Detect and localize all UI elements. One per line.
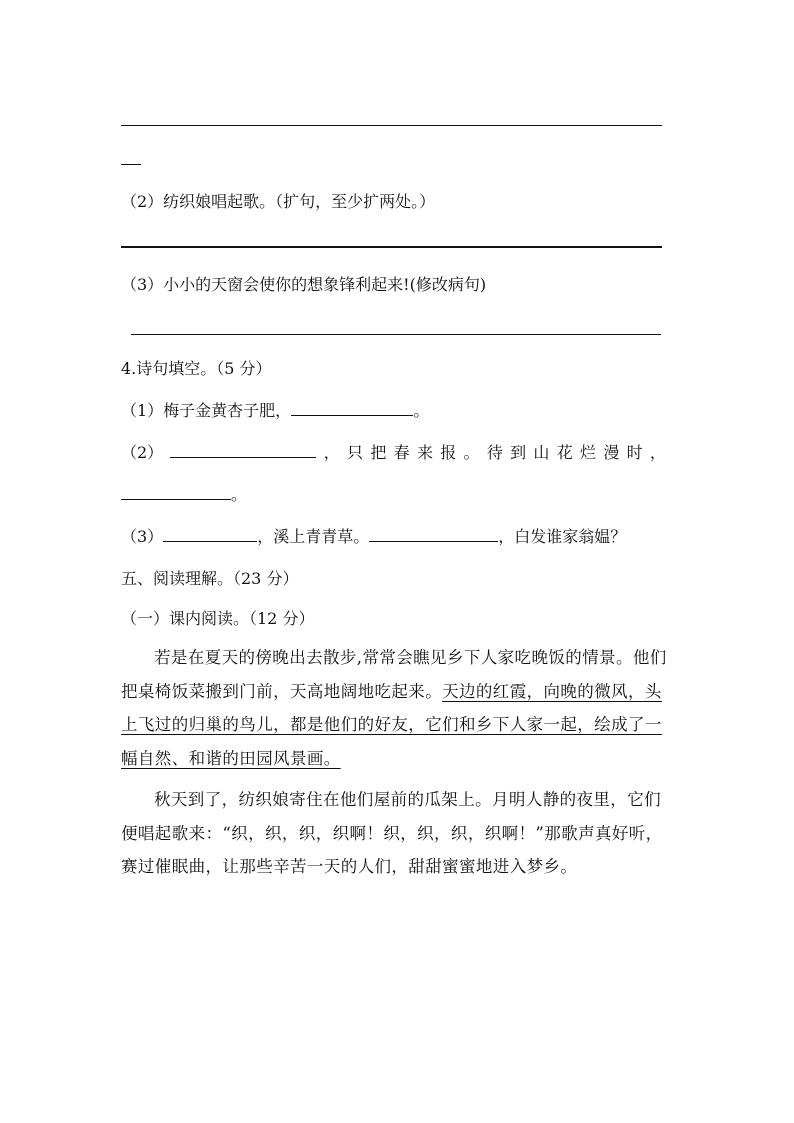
line-2-char: 只 bbox=[347, 443, 364, 462]
question-3-item-2: （2）纺织娘唱起歌。（扩句，至少扩两处。） bbox=[121, 192, 436, 211]
fill-blank[interactable] bbox=[121, 482, 231, 500]
line-2-char: ， bbox=[323, 443, 340, 462]
answer-line-continuation[interactable] bbox=[121, 164, 141, 165]
reading-passage bbox=[121, 641, 677, 884]
question-4-title: 4.诗句填空。（5 分） bbox=[121, 359, 272, 378]
fill-blank[interactable] bbox=[369, 524, 498, 542]
line-2-char: 来 bbox=[416, 443, 433, 462]
fill-blank[interactable] bbox=[291, 398, 413, 416]
line-3-mid: ，溪上青青草。 bbox=[257, 527, 370, 546]
line-2-prefix: （2） bbox=[121, 443, 164, 462]
line-2-char: 把 bbox=[370, 443, 387, 462]
passage-paragraph-2 bbox=[121, 783, 677, 884]
subsection-title: （一）课内阅读。（12 分） bbox=[121, 609, 315, 628]
underlined-sentence: 天边的红霞，向晚的微风，头上飞过的归巢的鸟儿，都是他们的好友，它们和乡下人家一起，绘成了一幅自然、和谐的田园风景画。 bbox=[121, 681, 662, 768]
line-2-char: 。 bbox=[463, 443, 480, 462]
line-2-char: 待 bbox=[486, 443, 503, 462]
question-3-item-3: （3）小小的天窗会使你的想象锋利起来!(修改病句) bbox=[121, 275, 487, 294]
line-2b-end: 。 bbox=[231, 485, 248, 504]
answer-line[interactable] bbox=[121, 246, 662, 248]
line-3-end: ，白发谁家翁媪？ bbox=[498, 527, 627, 546]
answer-line[interactable] bbox=[131, 334, 661, 335]
line-2-char: 烂 bbox=[580, 443, 597, 462]
question-4-line-3 bbox=[121, 524, 626, 547]
paragraph-1-text: 若是在夏天的傍晚出去散步,常常会瞧见乡下人家吃晚饭的情景。他们把桌椅饭菜搬到门前，天高地阔地吃起来。 bbox=[121, 648, 667, 701]
line-2-char: 春 bbox=[393, 443, 410, 462]
line-2-char: 花 bbox=[556, 443, 573, 462]
line-1-end: 。 bbox=[413, 401, 430, 420]
fill-blank[interactable] bbox=[163, 524, 257, 542]
line-2-char: 报 bbox=[440, 443, 457, 462]
line-2-char: ， bbox=[649, 443, 666, 462]
question-4-line-2b bbox=[121, 482, 247, 505]
line-2-spread bbox=[121, 440, 666, 463]
line-1-text: （1）梅子金黄杏子肥， bbox=[121, 401, 292, 420]
question-4-line-2 bbox=[121, 440, 666, 463]
line-2-char: 山 bbox=[533, 443, 550, 462]
section-5-title: 五、阅读理解。（23 分） bbox=[121, 569, 299, 588]
line-3-prefix: （3） bbox=[121, 527, 164, 546]
answer-line[interactable] bbox=[121, 125, 662, 126]
line-2-char: 漫 bbox=[603, 443, 620, 462]
fill-blank[interactable] bbox=[170, 440, 316, 458]
passage-paragraph-1 bbox=[121, 641, 677, 775]
paragraph-2-text: 秋天到了，纺织娘寄住在他们屋前的瓜架上。月明人静的夜里，它们便唱起歌来：“织，织，织，织啊！织，织，织，织啊！”那歌声真好听，赛过催眠曲，让那些辛苦一天的人们，甜甜蜜蜜地进入梦乡。 bbox=[121, 790, 663, 876]
line-2-char: 到 bbox=[510, 443, 527, 462]
line-2-char: 时 bbox=[626, 443, 643, 462]
question-4-line-1 bbox=[121, 398, 429, 421]
